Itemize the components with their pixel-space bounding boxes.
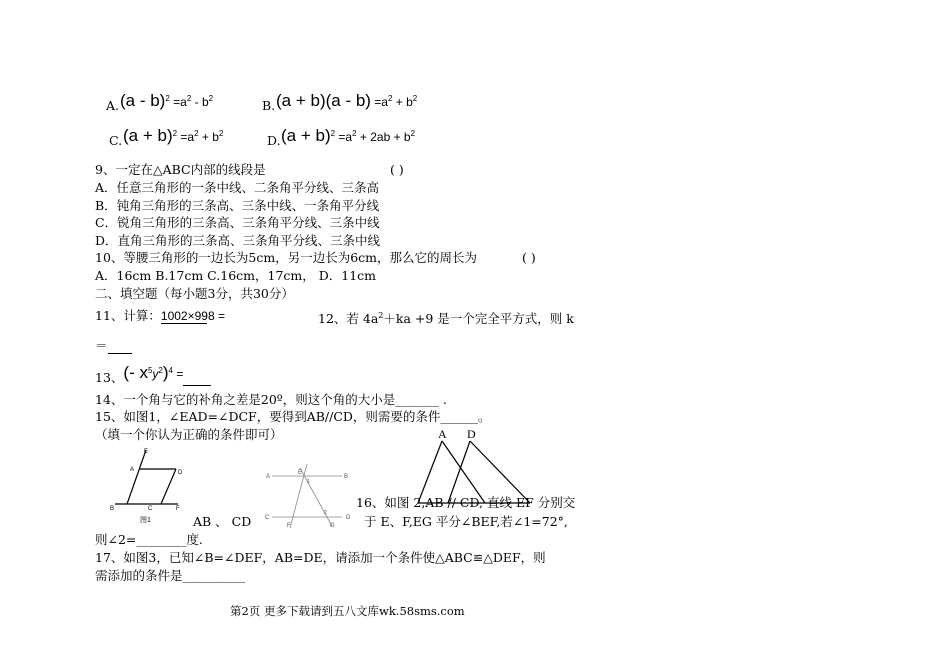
fig2-label-g: G — [330, 523, 335, 529]
q16-text-line2a: AB 、 CD — [193, 514, 252, 529]
q10-stem: 10、等腰三角形的一边长为5cm，另一边长为6cm，那么它的周长为 — [95, 250, 478, 265]
q9-option-b: B．钝角三角形的三条高、三条中线、一条角平分线 — [95, 198, 380, 213]
q11-text: 11、计算： 1002×998 = — [95, 308, 225, 323]
q16-text-line3: 则∠2=________度. — [95, 532, 203, 547]
fig2-label-e: E — [298, 470, 303, 476]
q8-option-b-label: B. — [262, 98, 276, 113]
q8-option-a-formula: $(a - b)^2 =a^2 - b^2$ — [120, 91, 214, 110]
fig1-label-f: F — [176, 506, 180, 512]
section-fill-blank-heading: 二、填空题（每小题3分，共30分） — [95, 286, 294, 301]
fig3-label-d: D — [467, 428, 476, 441]
fig1-caption: 图1 — [140, 517, 151, 524]
q12-text: 12、若 $4a^2+ka +9$ 是一个完全平方式，则 k — [318, 311, 574, 327]
fig1-label-b: B — [110, 506, 115, 512]
page-footer: 第2页 更多下载请到五八文库wk.58sms.com — [230, 604, 465, 618]
q10-options: A．16cm B.17cm C.16cm，17cm， D．11cm — [95, 268, 377, 283]
q17-text-line1: 17、如图3，已知∠B=∠DEF，AB=DE，请添加一个条件使△ABC≌△DEF，则 — [95, 550, 546, 565]
q16-text-line1: 16、如图 2,AB // CD, 直线 EF 分别交 — [356, 495, 576, 510]
q17-text-line2: 需添加的条件是__________ — [95, 568, 246, 583]
q16-text-line2b: 于 E、F,EG 平分∠BEF,若∠1=72°, — [364, 514, 568, 529]
q14-text: 14、一个角与它的补角之差是20º，则这个角的大小是_______ . — [95, 392, 447, 407]
fig2-label-f: F — [287, 523, 291, 529]
fig2-label-d: D — [346, 515, 351, 521]
q8-option-c-label: C. — [109, 133, 123, 148]
q8-option-d-label: D. — [267, 133, 281, 148]
q13-text: 13、(- $x^5y^2)^4$ = — [95, 367, 211, 386]
fig2-label-b: B — [344, 474, 349, 480]
fig1-label-d: D — [178, 470, 183, 476]
q15-text-line2: （填一个你认为正确的条件即可） — [95, 427, 283, 442]
fig1-label-a: A — [130, 467, 135, 473]
q12-answer: ＝ — [95, 338, 132, 354]
q9-option-c: C．锐角三角形的三条高、三条角平分线、三条中线 — [95, 215, 380, 230]
q15-text-line1: 15、如图1，∠EAD=∠DCF，要得到AB//CD，则需要的条件______。 — [95, 409, 491, 424]
q9-answer-paren: ( ) — [390, 162, 404, 177]
q9-option-a: A．任意三角形的一条中线、二条角平分线、三条高 — [95, 180, 380, 195]
figure-2-parallel-lines — [262, 462, 362, 532]
fig2-label-2: 2 — [324, 510, 327, 516]
fig1-label-c: C — [148, 506, 153, 512]
q10-answer-paren: ( ) — [522, 250, 536, 265]
fig2-label-c: C — [265, 515, 270, 521]
fig2-label-a: A — [266, 474, 271, 480]
q9-option-d: D．直角三角形的三条高、三条角平分线、三条中线 — [95, 233, 381, 248]
q9-stem: 9、一定在△ABC内部的线段是 — [95, 162, 266, 177]
fig1-label-e: E — [144, 449, 149, 455]
q8-option-a-label: A. — [106, 98, 120, 113]
q8-option-c-formula: $(a + b)^2 =a^2 + b^2$ — [123, 126, 224, 145]
q8-option-b-formula: $(a + b)(a - b) =a^2 + b^2$ — [276, 91, 418, 110]
fig2-label-1: 1 — [307, 479, 310, 485]
q8-option-d-formula: $(a + b)^2 =a^2 + 2ab + b^2$ — [281, 126, 416, 145]
figure-1-parallelogram — [108, 448, 188, 528]
fig3-label-a: A — [438, 428, 447, 441]
